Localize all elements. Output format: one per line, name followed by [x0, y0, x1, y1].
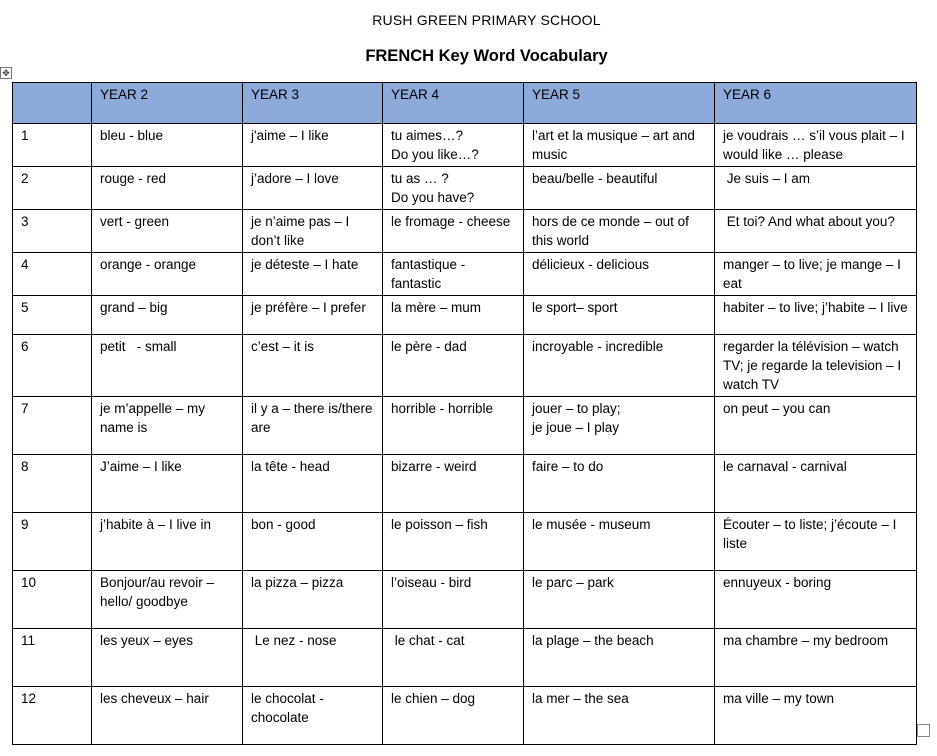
- row-number: 8: [13, 455, 92, 513]
- vocab-cell-y6[interactable]: [715, 124, 917, 167]
- vocab-line: l’art et la musique – art and music: [532, 128, 699, 162]
- vocab-cell-y3[interactable]: [243, 513, 383, 571]
- table-header-row: [13, 83, 917, 124]
- vocab-cell-y2[interactable]: [92, 167, 243, 210]
- vocab-cell-y4[interactable]: [383, 629, 524, 687]
- vocab-cell-y4[interactable]: [383, 253, 524, 296]
- school-name: RUSH GREEN PRIMARY SCHOOL: [372, 12, 601, 28]
- table-row: [13, 124, 917, 167]
- vocab-line: regarder la télévision – watch TV; je regarde la television – I watch TV: [723, 339, 905, 392]
- row-number: 11: [13, 629, 92, 687]
- vocab-cell-y4[interactable]: [383, 397, 524, 455]
- vocab-line: orange - orange: [100, 257, 197, 272]
- row-number: 5: [13, 296, 92, 335]
- row-number: 3: [13, 210, 92, 253]
- vocab-line: fantastique - fantastic: [391, 257, 470, 291]
- vocab-cell-y3[interactable]: [243, 397, 383, 455]
- vocab-line: ennuyeux - boring: [723, 575, 832, 590]
- vocab-cell-y2[interactable]: [92, 455, 243, 513]
- vocab-cell-y2[interactable]: [92, 629, 243, 687]
- table-row: [13, 455, 917, 513]
- vocab-line: J’aime – I like: [100, 459, 182, 474]
- vocab-line: vert - green: [100, 214, 170, 229]
- table-row: [13, 335, 917, 397]
- table-row: [13, 210, 917, 253]
- vocab-cell-y5[interactable]: [524, 571, 715, 629]
- header-year-2: YEAR 2: [92, 83, 243, 124]
- header-year-5: YEAR 5: [524, 83, 715, 124]
- table-row: [13, 513, 917, 571]
- vocab-cell-y6[interactable]: [715, 687, 917, 745]
- row-number: 7: [13, 397, 92, 455]
- vocab-cell-y2[interactable]: [92, 687, 243, 745]
- vocab-line: beau/belle - beautiful: [532, 171, 658, 186]
- vocab-line: on peut – you can: [723, 401, 831, 416]
- row-number: 2: [13, 167, 92, 210]
- vocab-line: ma ville – my town: [723, 691, 835, 706]
- row-number: 4: [13, 253, 92, 296]
- vocab-line: je déteste – I hate: [251, 257, 359, 272]
- vocab-line: incroyable - incredible: [532, 339, 664, 354]
- vocab-line: délicieux - delicious: [532, 257, 650, 272]
- vocab-line: le chat - cat: [391, 633, 465, 648]
- vocab-line: je voudrais … s’il vous plait – I would like … please: [723, 128, 909, 162]
- vocab-line: le carnaval - carnival: [723, 459, 847, 474]
- vocab-line: la plage – the beach: [532, 633, 654, 648]
- vocab-line: la pizza – pizza: [251, 575, 344, 590]
- move-arrows-icon[interactable]: ✥: [0, 67, 12, 79]
- vocab-cell-y5[interactable]: [524, 124, 715, 167]
- vocab-cell-y6[interactable]: [715, 335, 917, 397]
- table-row: [13, 571, 917, 629]
- vocab-cell-y4[interactable]: [383, 167, 524, 210]
- table-row: [13, 687, 917, 745]
- row-number: 9: [13, 513, 92, 571]
- vocab-cell-y2[interactable]: [92, 124, 243, 167]
- table-row: [13, 253, 917, 296]
- vocab-cell-y6[interactable]: [715, 571, 917, 629]
- vocab-cell-y6[interactable]: [715, 513, 917, 571]
- vocab-cell-y4[interactable]: [383, 513, 524, 571]
- vocab-cell-y2[interactable]: [92, 253, 243, 296]
- vocab-line: Do you have?: [391, 190, 475, 205]
- vocab-cell-y6[interactable]: [715, 455, 917, 513]
- vocab-line: rouge - red: [100, 171, 167, 186]
- vocab-line: tu aimes…?: [391, 128, 464, 143]
- vocab-cell-y4[interactable]: [383, 455, 524, 513]
- table-row: [13, 296, 917, 335]
- row-number: 10: [13, 571, 92, 629]
- vocab-line: j’adore – I love: [251, 171, 339, 186]
- vocab-cell-y4[interactable]: [383, 335, 524, 397]
- vocab-line: jouer – to play;: [532, 401, 621, 416]
- vocab-cell-y3[interactable]: [243, 167, 383, 210]
- vocab-cell-y5[interactable]: [524, 397, 715, 455]
- vocab-cell-y5[interactable]: [524, 210, 715, 253]
- vocab-line: j'aime – I like: [251, 128, 329, 143]
- vocab-line: manger – to live; je mange – I eat: [723, 257, 905, 291]
- vocab-line: le parc – park: [532, 575, 614, 590]
- vocab-cell-y3[interactable]: [243, 571, 383, 629]
- vocab-line: la tête - head: [251, 459, 330, 474]
- vocab-line: je m’appelle – my name is: [100, 401, 209, 435]
- vocab-line: Bonjour/au revoir – hello/ goodbye: [100, 575, 218, 609]
- header-cell-empty: [13, 83, 92, 124]
- vocab-cell-y3[interactable]: [243, 124, 383, 167]
- vocab-line: Et toi? And what about you?: [723, 214, 895, 229]
- vocabulary-table: [12, 82, 917, 745]
- row-number: 6: [13, 335, 92, 397]
- vocab-cell-y3[interactable]: [243, 335, 383, 397]
- vocab-line: le musée - museum: [532, 517, 651, 532]
- vocab-cell-y5[interactable]: [524, 335, 715, 397]
- vocab-cell-y5[interactable]: [524, 687, 715, 745]
- vocab-line: le sport– sport: [532, 300, 618, 315]
- resize-handle-icon[interactable]: [917, 724, 930, 737]
- vocab-cell-y4[interactable]: [383, 124, 524, 167]
- vocab-line: Le nez - nose: [251, 633, 337, 648]
- vocab-cell-y6[interactable]: [715, 167, 917, 210]
- vocab-line: la mère – mum: [391, 300, 482, 315]
- table-row: [13, 167, 917, 210]
- vocab-line: bizarre - weird: [391, 459, 477, 474]
- vocab-cell-y4[interactable]: [383, 296, 524, 335]
- vocab-cell-y3[interactable]: [243, 455, 383, 513]
- vocab-cell-y5[interactable]: [524, 629, 715, 687]
- vocab-cell-y2[interactable]: [92, 397, 243, 455]
- vocab-line: les cheveux – hair: [100, 691, 209, 706]
- vocab-line: je joue – I play: [532, 420, 620, 435]
- table-row: [13, 397, 917, 455]
- vocab-line: je n’aime pas – I don’t like: [251, 214, 354, 248]
- vocab-line: il y a – there is/there are: [251, 401, 377, 435]
- vocab-cell-y3[interactable]: [243, 253, 383, 296]
- header-year-3: YEAR 3: [243, 83, 383, 124]
- vocab-cell-y3[interactable]: [243, 629, 383, 687]
- vocab-line: j’habite à – I live in: [100, 517, 212, 532]
- vocab-line: le chien – dog: [391, 691, 476, 706]
- vocab-line: le père - dad: [391, 339, 467, 354]
- vocab-line: habiter – to live; j’habite – I live: [723, 300, 908, 315]
- vocab-line: le chocolat - chocolate: [251, 691, 328, 725]
- vocab-cell-y2[interactable]: [92, 335, 243, 397]
- vocab-cell-y6[interactable]: [715, 397, 917, 455]
- header-year-6: YEAR 6: [715, 83, 917, 124]
- vocab-cell-y2[interactable]: [92, 210, 243, 253]
- vocab-cell-y4[interactable]: [383, 687, 524, 745]
- vocab-cell-y5[interactable]: [524, 455, 715, 513]
- vocab-cell-y5[interactable]: [524, 253, 715, 296]
- vocab-line: petit - small: [100, 339, 177, 354]
- header-year-4: YEAR 4: [383, 83, 524, 124]
- vocab-line: ma chambre – my bedroom: [723, 633, 889, 648]
- vocab-line: bon - good: [251, 517, 316, 532]
- row-number: 12: [13, 687, 92, 745]
- vocab-cell-y2[interactable]: [92, 571, 243, 629]
- vocab-cell-y2[interactable]: [92, 296, 243, 335]
- vocab-line: c’est – it is: [251, 339, 315, 354]
- vocab-line: grand – big: [100, 300, 168, 315]
- vocab-line: l’oiseau - bird: [391, 575, 472, 590]
- vocab-cell-y4[interactable]: [383, 571, 524, 629]
- vocab-line: je préfère – I prefer: [251, 300, 366, 315]
- vocab-cell-y6[interactable]: [715, 210, 917, 253]
- vocab-cell-y6[interactable]: [715, 296, 917, 335]
- vocab-line: Écouter – to liste; j’écoute – I liste: [723, 517, 901, 551]
- row-number: 1: [13, 124, 92, 167]
- vocab-line: le poisson – fish: [391, 517, 488, 532]
- vocab-cell-y6[interactable]: [715, 629, 917, 687]
- vocab-cell-y4[interactable]: [383, 210, 524, 253]
- vocab-cell-y5[interactable]: [524, 167, 715, 210]
- vocab-cell-y6[interactable]: [715, 253, 917, 296]
- vocab-cell-y2[interactable]: [92, 513, 243, 571]
- vocab-line: faire – to do: [532, 459, 604, 474]
- vocab-cell-y3[interactable]: [243, 687, 383, 745]
- vocab-line: horrible - horrible: [391, 401, 494, 416]
- vocab-cell-y5[interactable]: [524, 513, 715, 571]
- vocab-cell-y5[interactable]: [524, 296, 715, 335]
- vocab-cell-y3[interactable]: [243, 210, 383, 253]
- vocab-line: le fromage - cheese: [391, 214, 511, 229]
- vocab-line: Do you like…?: [391, 147, 479, 162]
- vocab-cell-y3[interactable]: [243, 296, 383, 335]
- vocab-line: hors de ce monde – out of this world: [532, 214, 693, 248]
- page-title: FRENCH Key Word Vocabulary: [365, 47, 608, 65]
- vocab-line: la mer – the sea: [532, 691, 629, 706]
- vocab-line: Je suis – I am: [723, 171, 811, 186]
- vocab-line: les yeux – eyes: [100, 633, 194, 648]
- table-row: [13, 629, 917, 687]
- vocab-line: bleu - blue: [100, 128, 164, 143]
- vocab-line: tu as … ?: [391, 171, 449, 186]
